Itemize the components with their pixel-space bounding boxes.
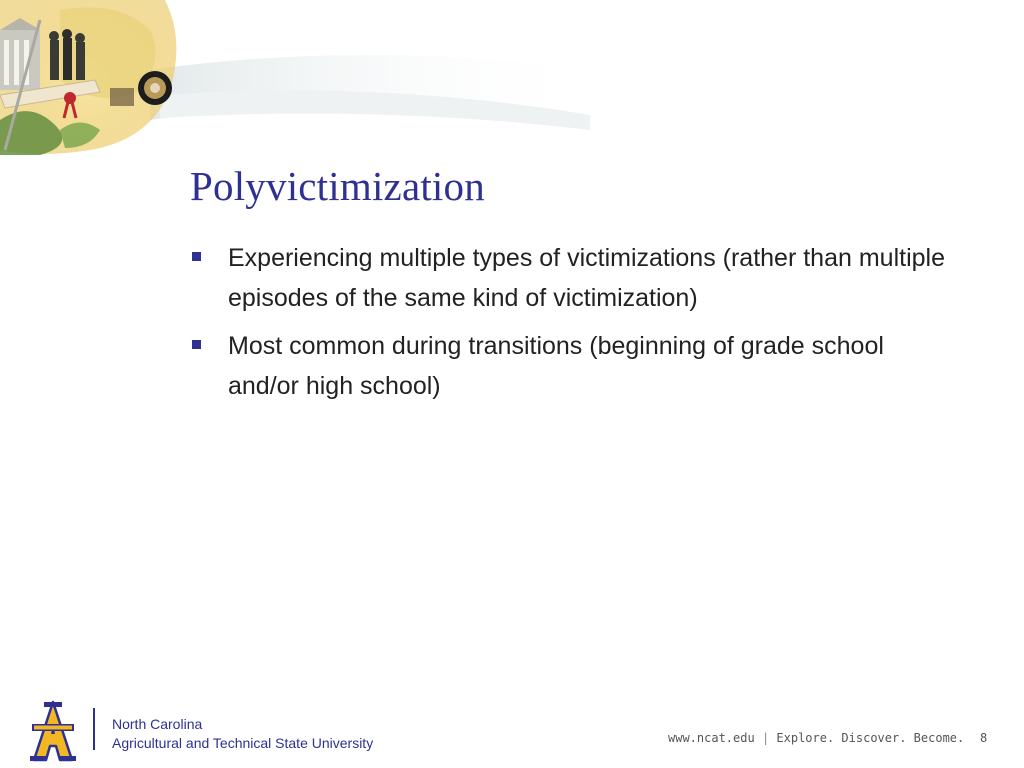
bullet-item [190,326,950,406]
aggie-a-logo-icon [28,700,78,762]
slide-title: Polyvictimization [190,163,485,209]
tagline-text: Explore. Discover. Become. [776,731,965,745]
footer-tagline [668,731,964,745]
bullet-text: Most common during transitions (beginning of grade school and/or high school) [228,332,884,400]
university-name [112,715,373,753]
bullet-item [190,238,950,318]
page-number: 8 [980,731,988,745]
footer-divider [93,708,95,750]
footer-separator: | [761,731,770,745]
header-collage-image [0,0,600,160]
bullet-text: Experiencing multiple types of victimizations (rather than multiple episodes of the same kind of victimization) [228,244,945,312]
bullet-list [190,238,950,414]
university-name-line2: Agricultural and Technical State University [112,735,374,751]
square-bullet-icon [192,252,201,261]
university-name-line1: North Carolina [112,716,203,732]
website-link[interactable]: www.ncat.edu [668,731,755,745]
square-bullet-icon [192,340,201,349]
